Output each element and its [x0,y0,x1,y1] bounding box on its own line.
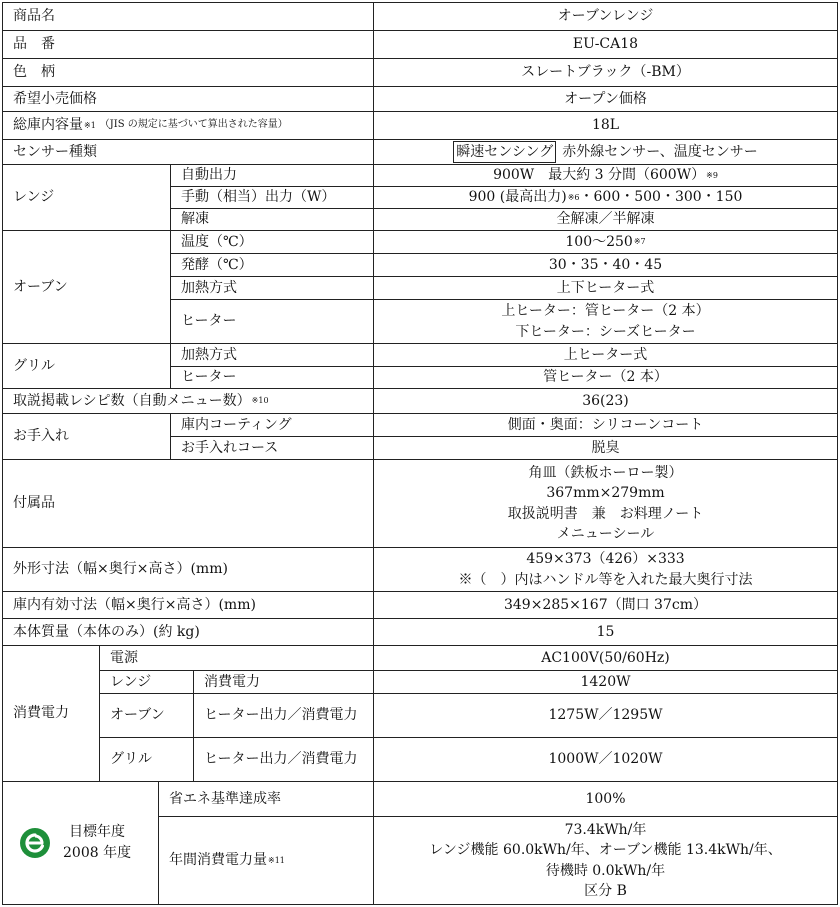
value-energy-rate [373,781,838,817]
label-oven-heater [170,299,374,344]
label-text: 庫内有効寸法（幅×奥行×高さ）(mm) [13,596,256,613]
label-text: 加熱方式 [181,346,237,363]
label-grill-group [2,343,171,389]
value-text: 100～250 [565,233,633,250]
value-line: 取扱説明書 兼 お料理ノート [507,505,704,522]
label-text: 電源 [110,649,138,666]
label-text: お手入れ [13,428,69,445]
footnote-mark: ※7 [633,237,646,247]
footnote-mark: ※10 [251,396,269,406]
value-line: 459×373（426）×333 [526,551,685,568]
label-care-group [2,413,171,460]
value-power-source [373,645,838,671]
label-grill-method [170,343,374,367]
value-line: レンジ機能 60.0kWh/年、オーブン機能 13.4kWh/年、 [429,842,782,859]
label-sensor [2,139,374,165]
label-text: お手入れコース [181,439,279,456]
label-text: 取説掲載レシピ数（自動メニュー数） [13,392,251,409]
label-range-group [2,164,171,231]
target-year-label: 目標年度 [69,824,126,840]
value-accessories [373,459,838,548]
value-oven-temp [373,230,838,254]
value-text: 1420W [580,673,631,690]
label-price [2,86,374,112]
label-capacity [2,111,374,140]
target-year-value: 2008 年度 [63,845,132,861]
value-recipes [373,388,838,414]
value-price [373,86,838,112]
label-oven-ferment [170,253,374,277]
label-text: 加熱方式 [181,279,237,296]
footnote-mark: ※11 [268,855,285,865]
label-text: 年間消費電力量 [169,852,267,869]
label-text: 温度（℃） [181,233,253,250]
value-text: スレートブラック（-BM） [521,64,690,81]
boxed-sensor-name: 瞬速センシング [453,141,556,163]
value-grill-method [373,343,838,367]
value-text: オーブンレンジ [557,8,654,25]
label-power-oven [99,693,194,738]
value-text: 上ヒーター式 [563,346,648,363]
value-text: オープン価格 [564,90,647,107]
label-text: ヒーター [181,313,237,330]
label-note: （JIS の規定に基づいて算出された容量） [99,119,288,131]
label-text: レンジ [13,189,55,206]
label-power-group [2,645,100,782]
label-outer-dimensions [2,547,374,592]
value-range-defrost [373,208,838,231]
label-range-auto [170,164,374,187]
label-power-grill [99,737,194,782]
label-care-course [170,436,374,460]
value-model [373,30,838,59]
value-care-course [373,436,838,460]
label-text: 自動出力 [181,167,237,184]
label-model [2,30,374,59]
value-line: 区分 B [584,882,627,899]
label-text: 総庫内容量 [13,117,83,134]
value-text: 管ヒーター（2 本） [543,369,668,386]
label-text: 消費電力 [13,705,69,722]
value-range-auto [373,164,838,187]
label-care-coating [170,413,374,437]
value-line: 上ヒーター：管ヒーター（2 本） [501,303,710,320]
label-accessories [2,459,374,548]
value-text: 赤外線センサー、温度センサー [562,143,758,160]
value-care-coating [373,413,838,437]
value-inner-dimensions [373,591,838,619]
label-text: オーブン [110,707,165,724]
label-inner-dimensions [2,591,374,619]
label-text: 消費電力 [204,673,260,690]
label-color [2,58,374,87]
label-power-source [99,645,374,671]
label-text: レンジ [110,673,152,690]
value-energy-annual [373,816,838,905]
footnote-mark: ※9 [706,170,718,180]
value-capacity [373,111,838,140]
label-text: 色 柄 [13,64,55,81]
label-power-range-sub [193,670,374,694]
value-text: 15 [596,623,615,640]
value-oven-method [373,276,838,300]
value-weight [373,618,838,646]
value-power-grill [373,737,838,782]
value-text: 18L [591,117,620,134]
value-line: 73.4kWh/年 [564,821,647,838]
value-text: ・600・500・300・150 [579,189,743,206]
value-text: 900W 最大約 3 分間（600W） [493,167,706,184]
value-power-oven [373,693,838,738]
label-text: 外形寸法（幅×奥行×高さ）(mm) [13,561,228,578]
value-oven-ferment [373,253,838,277]
value-text: 上下ヒーター式 [556,279,655,296]
label-energy-rate [158,781,374,817]
label-text: オーブン [13,278,68,295]
value-oven-heater [373,299,838,344]
label-oven-group [2,230,171,344]
value-text: 1000W／1020W [548,751,663,768]
label-text: 庫内コーティング [181,416,292,433]
label-range-defrost [170,208,374,231]
label-text: グリル [13,357,55,374]
value-grill-heater [373,366,838,389]
label-range-manual [170,186,374,209]
label-oven-temp [170,230,374,254]
label-text: 解凍 [181,211,209,228]
value-outer-dimensions [373,547,838,592]
label-power-oven-sub [193,693,374,738]
label-recipes [2,388,374,414]
label-energy-annual [158,816,374,905]
label-product-name [2,2,374,31]
value-text: 側面・奥面：シリコーンコート [507,416,704,433]
value-text: 36(23) [582,392,629,409]
value-sensor [373,139,838,165]
value-line: 367mm×279mm [546,485,665,502]
value-line: メニューシール [556,525,655,542]
label-text: 省エネ基準達成率 [169,790,281,807]
value-text: 脱臭 [591,439,620,456]
footnote-mark: ※6 [567,192,580,202]
energy-target-block [3,822,131,864]
value-text: 全解凍／半解凍 [556,211,655,228]
energy-target-text [63,822,131,864]
label-power-grill-sub [193,737,374,782]
label-text: 付属品 [13,495,55,512]
value-line: 下ヒーター：シーズヒーター [515,323,696,340]
label-text: 品 番 [13,36,55,53]
value-text: 900 (最高出力) [468,189,567,206]
value-color [373,58,838,87]
value-text: AC100V(50/60Hz) [541,649,670,666]
value-text: 1275W／1295W [548,707,663,724]
footnote-mark: ※1 [84,120,96,130]
label-text: 希望小売価格 [13,90,97,107]
label-weight [2,618,374,646]
value-text: 100% [585,790,626,807]
value-line: 角皿（鉄板ホーロー製） [528,464,683,481]
value-text: 30・35・40・45 [548,256,663,273]
label-text: 本体質量（本体のみ）(約 kg) [13,623,200,640]
label-text: ヒーター出力／消費電力 [204,707,358,724]
value-range-manual [373,186,838,209]
label-text: 発酵（℃） [181,256,253,273]
label-text: ヒーター [181,369,237,386]
value-product-name [373,2,838,31]
label-power-range [99,670,194,694]
label-text: 手動（相当）出力（W） [181,189,336,206]
label-text: センサー種類 [13,143,97,160]
value-power-range [373,670,838,694]
label-grill-heater [170,366,374,389]
energy-target-cell [2,781,159,905]
label-text: ヒーター出力／消費電力 [204,751,358,768]
energy-saving-e-mark-icon [19,827,51,859]
label-text: 商品名 [13,8,55,25]
value-line: ※（ ）内はハンドル等を入れた最大奥行寸法 [458,571,753,588]
value-text: EU-CA18 [572,36,639,53]
value-text: 349×285×167（間口 37cm） [503,596,707,613]
value-line: 待機時 0.0kWh/年 [545,862,666,879]
label-oven-method [170,276,374,300]
label-text: グリル [110,751,152,768]
